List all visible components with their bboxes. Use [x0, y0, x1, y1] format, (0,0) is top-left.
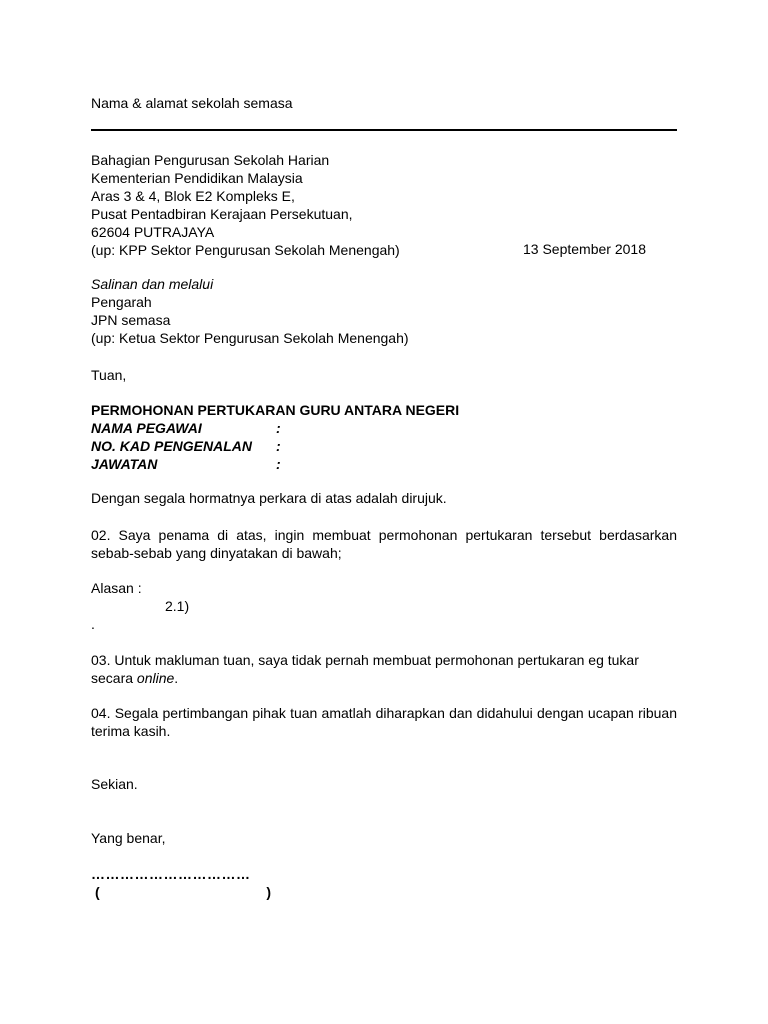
sender-address-placeholder: Nama & alamat sekolah semasa: [91, 95, 293, 111]
field-separator: :: [276, 420, 281, 436]
subject-block: [91, 401, 459, 473]
paragraph-03-italic: online: [136, 670, 175, 686]
reason-item: 2.1): [165, 598, 190, 614]
recipient-line: (up: KPP Sektor Pengurusan Sekolah Menengah): [91, 242, 400, 258]
recipient-line: Aras 3 & 4, Blok E2 Kompleks E,: [91, 188, 295, 204]
reasons-block: [91, 579, 189, 633]
header-divider: [91, 129, 677, 131]
paragraph-reference: Dengan segala hormatnya perkara di atas adalah dirujuk.: [91, 490, 447, 506]
field-label: NO. KAD PENGENALAN: [91, 438, 253, 454]
copy-heading: Salinan dan melalui: [91, 276, 214, 292]
recipient-line: Pusat Pentadbiran Kerajaan Persekutuan,: [91, 206, 353, 222]
paragraph-04: 04. Segala pertimbangan pihak tuan amatlah diharapkan dan didahului dengan ucapan ribuan terima kasih.: [91, 705, 677, 739]
field-separator: :: [276, 456, 281, 472]
recipient-address: [91, 151, 400, 259]
regards: Yang benar,: [91, 830, 166, 846]
paragraph-03-end: .: [174, 670, 179, 686]
recipient-line: 62604 PUTRAJAYA: [91, 224, 215, 240]
recipient-line: Kementerian Pendidikan Malaysia: [91, 170, 303, 186]
recipient-line: Bahagian Pengurusan Sekolah Harian: [91, 152, 330, 168]
paragraph-02: 02. Saya penama di atas, ingin membuat permohonan pertukaran tersebut berdasarkan sebab-sebab yang dinyatakan di bawah;: [91, 527, 677, 561]
paragraph-03-text: 03. Untuk makluman tuan, saya tidak pernah membuat permohonan pertukaran eg tukar secara: [91, 652, 639, 686]
reasons-label: Alasan :: [91, 580, 142, 596]
copy-to-block: [91, 275, 409, 347]
copy-line: (up: Ketua Sektor Pengurusan Sekolah Menengah): [91, 330, 409, 346]
copy-line: Pengarah: [91, 294, 152, 310]
subject-title: PERMOHONAN PERTUKARAN GURU ANTARA NEGERI: [91, 402, 460, 418]
letter-date: 13 September 2018: [523, 241, 646, 257]
paragraph-03: [91, 651, 677, 687]
copy-line: JPN semasa: [91, 312, 171, 328]
open-bracket: (: [95, 884, 100, 900]
field-name: [91, 419, 459, 437]
field-label: JAWATAN: [91, 456, 158, 472]
signature-name-brackets: [91, 883, 271, 901]
field-label: NAMA PEGAWAI: [91, 420, 202, 436]
close-bracket: ): [266, 884, 271, 900]
field-ic-number: [91, 437, 459, 455]
salutation: Tuan,: [91, 367, 127, 383]
closing: Sekian.: [91, 776, 138, 792]
field-separator: :: [276, 438, 281, 454]
signature-line: ……………………………: [91, 866, 251, 882]
field-position: [91, 455, 459, 473]
reason-end-mark: .: [91, 616, 95, 632]
